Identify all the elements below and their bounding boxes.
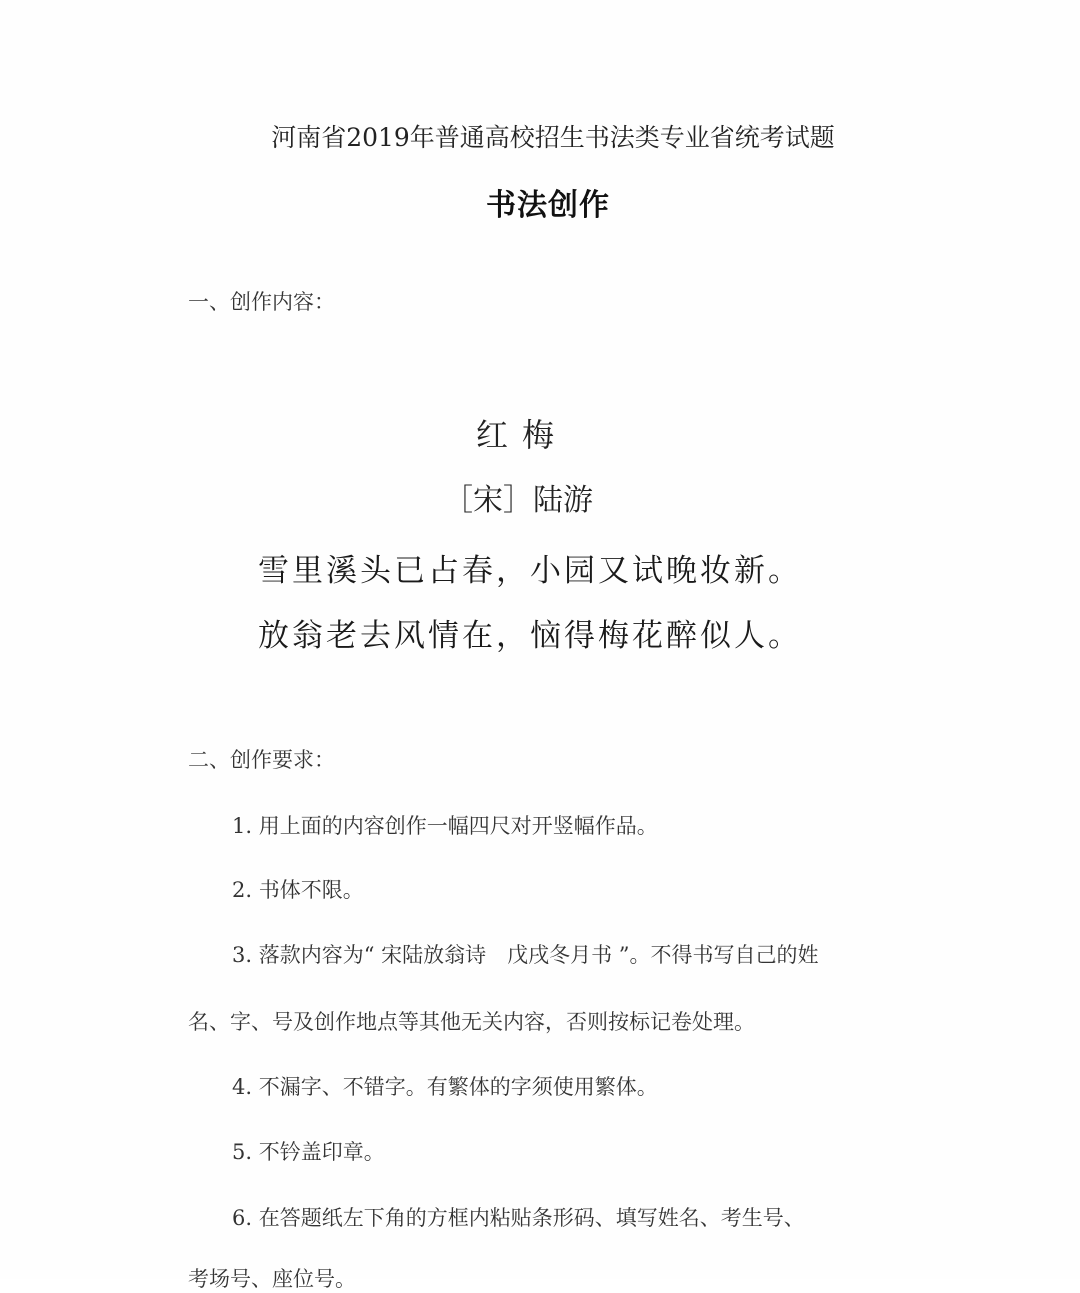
requirement-1: 1. 用上面的内容创作一幅四尺对开竖幅作品。 [232,814,658,838]
poem-title: 红梅 [475,416,568,454]
poem-line-1: 雪里溪头已占春，小园又试晚妆新。 [258,553,802,589]
requirement-6-continued: 考场号、座位号。 [188,1267,356,1291]
requirement-6: 6. 在答题纸左下角的方框内粘贴条形码、填写姓名、考生号、 [232,1206,805,1230]
requirement-3-continued: 名、字、号及创作地点等其他无关内容，否则按标记卷处理。 [188,1010,755,1034]
exam-title: 河南省2019年普通高校招生书法类专业省统考试题 [271,123,835,152]
poem-author: ［宋］陆游 [443,483,593,518]
section-two-heading: 二、创作要求： [188,748,335,772]
section-one-heading: 一、创作内容： [188,290,335,314]
requirement-2: 2. 书体不限。 [232,878,364,902]
subject-title: 书法创作 [486,188,610,223]
requirement-4: 4. 不漏字、不错字。有繁体的字须使用繁体。 [232,1075,658,1099]
requirement-5: 5. 不钤盖印章。 [232,1140,385,1164]
poem-line-2: 放翁老去风情在，恼得梅花醉似人。 [258,618,802,654]
requirement-3: 3. 落款内容为“ 宋陆放翁诗 戊戌冬月书 ”。不得书写自己的姓 [232,943,819,967]
